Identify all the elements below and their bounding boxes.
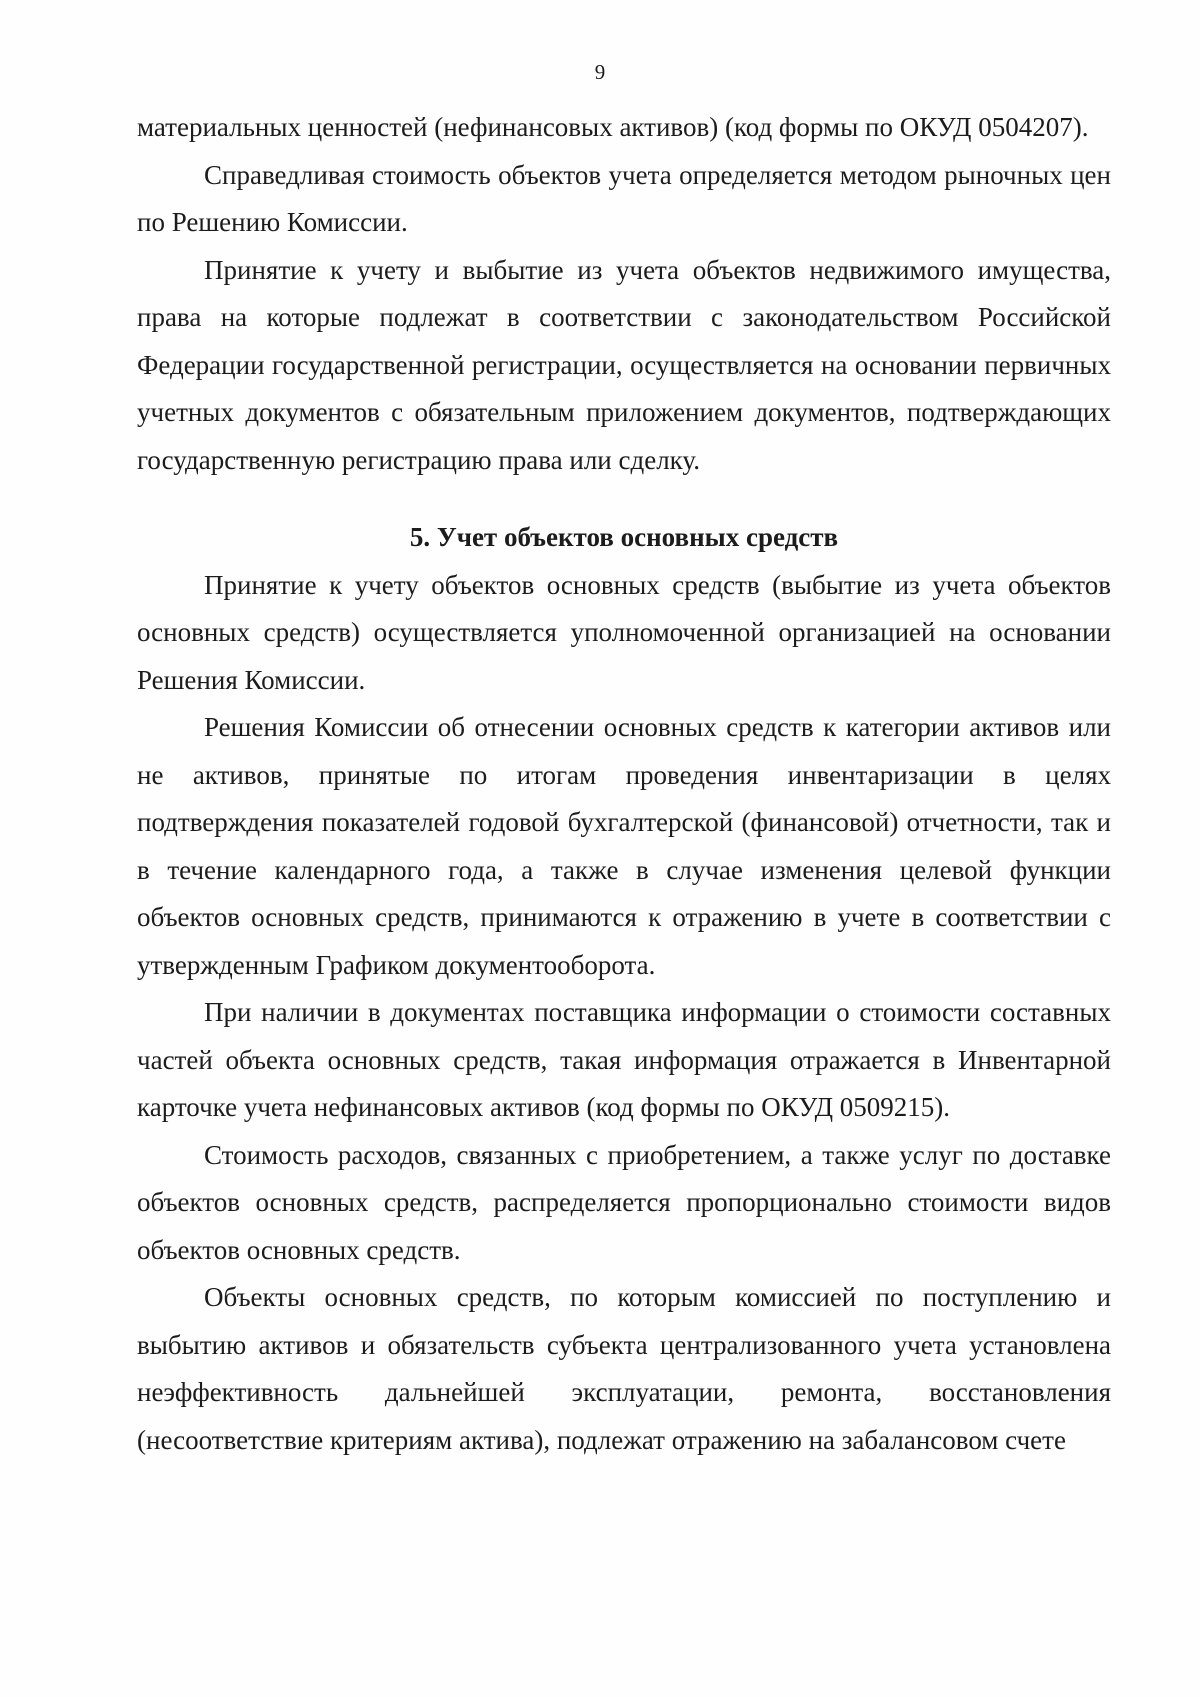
paragraph-acceptance: Принятие к учету объектов основных средств (выбытие из учета объектов основных средств) осуществляется уполномоченной организацией на основании Решения Комиссии. xyxy=(137,569,1111,695)
section-heading: 5. Учет объектов основных средств xyxy=(409,522,839,552)
paragraph-delivery-costs: Стоимость расходов, связанных с приобретением, а также услуг по доставке объектов основных средств, распределяется пропорционально стоимости видов объектов основных средств. xyxy=(137,1139,1111,1265)
paragraph-fair-value: Справедливая стоимость объектов учета определяется методом рыночных цен по Решению Комиссии. xyxy=(137,159,1111,237)
document-body xyxy=(137,104,1111,1464)
paragraph-component-costs: При наличии в документах поставщика информации о стоимости составных частей объекта основных средств, такая информация отражается в Инвентарной карточке учета нефинансовых активов (код формы по ОКУД 0509215). xyxy=(137,997,1111,1122)
paragraph-real-estate-registration: Принятие к учету и выбытие из учета объектов недвижимого имущества, права на которые подлежат в соответствии с законодательством Российской Федерации государственной регистрации, осуществляется на основании первичных учетных документов с обязательным приложением документов, подтверждающих государственную регистрацию права или сделку. xyxy=(137,254,1111,475)
paragraph-commission-decisions: Решения Комиссии об отнесении основных средств к категории активов или не активов, принятые по итогам проведения инвентаризации в целях подтверждения показателей годовой бухгалтерской (финансовой) отчетности, так и в течение календарного года, а также в случае изменения целевой функции объектов основных средств, принимаются к отражению в учете в соответствии с утвержденным Графиком документооборота. xyxy=(137,712,1111,980)
page-number: 9 xyxy=(594,60,606,84)
paragraph-continued: материальных ценностей (нефинансовых активов) (код формы по ОКУД 0504207). xyxy=(137,112,1089,142)
paragraph-off-balance: Объекты основных средств, по которым комиссией по поступлению и выбытию активов и обязательств субъекта централизованного учета установлена неэффективность дальнейшей эксплуатации, ремонта, восстановления (несоответствие критериям актива), подлежат отражению на забалансовом счете xyxy=(137,1282,1111,1455)
